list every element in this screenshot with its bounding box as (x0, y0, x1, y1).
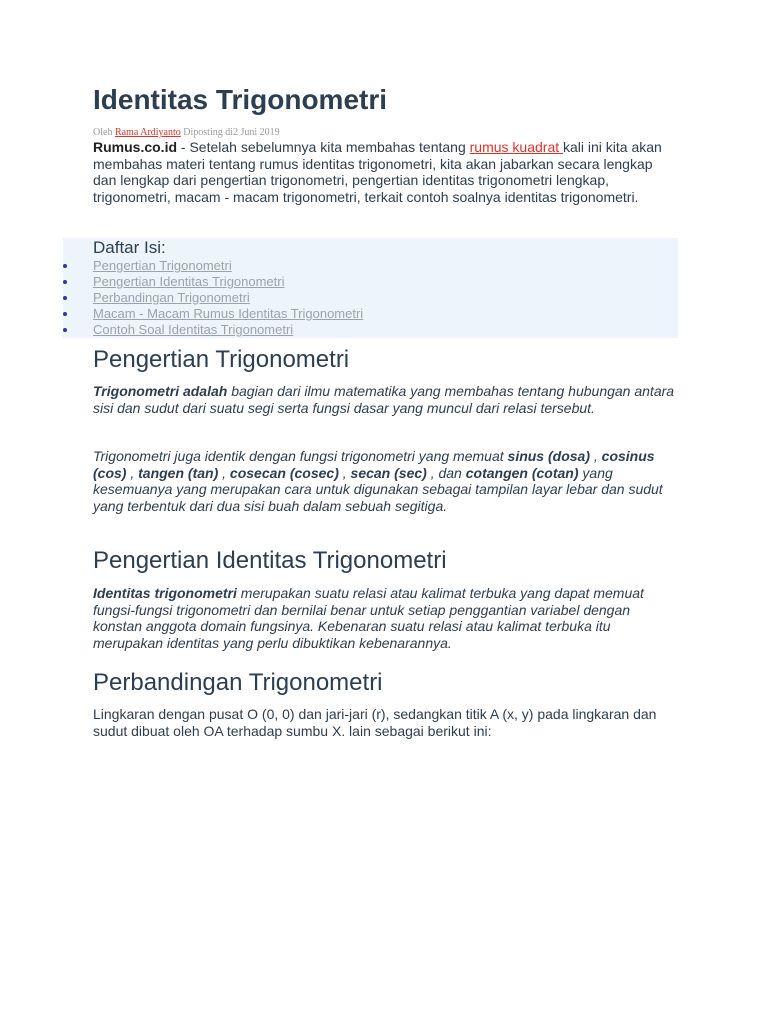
separator: , (590, 448, 602, 464)
table-of-contents (63, 238, 678, 338)
bullet-icon (63, 328, 67, 332)
separator: , (338, 464, 351, 481)
toc-link-perbandingan[interactable]: Perbandingan Trigonometri (93, 290, 250, 305)
toc-link-contoh[interactable]: Contoh Soal Identitas Trigonometri (93, 322, 294, 337)
term-cotangen: cotangen (cotan) (465, 464, 579, 481)
term-trigonometri: Trigonometri adalah (93, 383, 228, 399)
page-title: Identitas Trigonometri (93, 84, 388, 115)
paragraph-pengertian-2 (93, 448, 678, 514)
intro-text-1: - Setelah sebelumnya kita membahas tentang (177, 139, 470, 155)
paragraph-text: Trigonometri juga identik dengan fungsi trigonometri yang memuat (93, 448, 508, 464)
paragraph-text: yang kesemuanya yang merupakan cara untuk digunakan sebagai tampilan layar lebar dan sudut yang terbentuk dari dua sisi buah dalam sebuah segitiga. (93, 464, 663, 514)
bullet-icon (63, 264, 67, 268)
separator: , (218, 464, 230, 481)
heading-pengertian: Pengertian Trigonometri (93, 346, 350, 373)
term-sinus: sinus (dosa) (507, 448, 590, 464)
paragraph-text: merupakan suatu relasi atau kalimat terbuka yang dapat memuat fungsi-fungsi trigonometri dan bernilai benar untuk setiap penggantian variabel dengan konstan anggota domain fungsinya. Kebenaran suatu relasi atau kalimat terbuka itu merupakan identitas yang perlu dibuktikan kebenarannya. (93, 585, 644, 651)
post-meta (93, 127, 280, 138)
paragraph-text: bagian dari ilmu matematika yang membahas tentang hubungan antara sisi dan sudut dari suatu segi serta fungsi dasar yang muncul dari relasi tersebut. (93, 383, 675, 416)
author-link[interactable]: Rama Ardiyanto (114, 127, 181, 138)
toc-link-macam[interactable]: Macam - Macam Rumus Identitas Trigonometri (93, 306, 364, 321)
term-cosinus: cosinus (cos) (93, 448, 655, 481)
separator: , (126, 464, 139, 481)
rumus-kuadrat-link[interactable]: rumus kuadrat (469, 139, 564, 155)
paragraph-identitas (93, 585, 678, 651)
bullet-icon (63, 296, 67, 300)
meta-posted: Diposting di2 Juni 2019 (180, 127, 280, 138)
toc-title: Daftar Isi: (93, 238, 166, 257)
intro-text-2: kali ini kita akan membahas materi tentang rumus identitas trigonometri, kita akan jabarkan secara lengkap dan lengkap dari pengertian trigonometri, pengertian identitas trigonometri lengkap, trigonometri, macam - macam trigonometri, terkait contoh soalnya identitas trigonometri. (93, 139, 662, 205)
intro-paragraph (93, 139, 678, 205)
paragraph-pengertian-1 (93, 383, 678, 416)
meta-by: Oleh (93, 127, 115, 138)
toc-link-identitas[interactable]: Pengertian Identitas Trigonometri (93, 274, 285, 289)
term-cosecan: cosecan (cosec) (229, 464, 339, 481)
term-identitas: Identitas trigonometri (93, 585, 237, 601)
separator: , dan (426, 464, 466, 481)
toc-link-pengertian[interactable]: Pengertian Trigonometri (93, 258, 232, 273)
heading-perbandingan: Perbandingan Trigonometri (93, 669, 383, 696)
site-brand: Rumus.co.id (93, 139, 178, 155)
heading-identitas: Pengertian Identitas Trigonometri (93, 547, 447, 574)
term-tangen: tangen (tan) (138, 464, 219, 481)
bullet-icon (63, 312, 67, 316)
term-secan: secan (sec) (350, 464, 427, 481)
bullet-icon (63, 280, 67, 284)
paragraph-perbandingan: Lingkaran dengan pusat O (0, 0) dan jari-jari (r), sedangkan titik A (x, y) pada lingkaran dan sudut dibuat oleh OA terhadap sumbu X. lain sebagai berikut ini: (93, 706, 657, 739)
